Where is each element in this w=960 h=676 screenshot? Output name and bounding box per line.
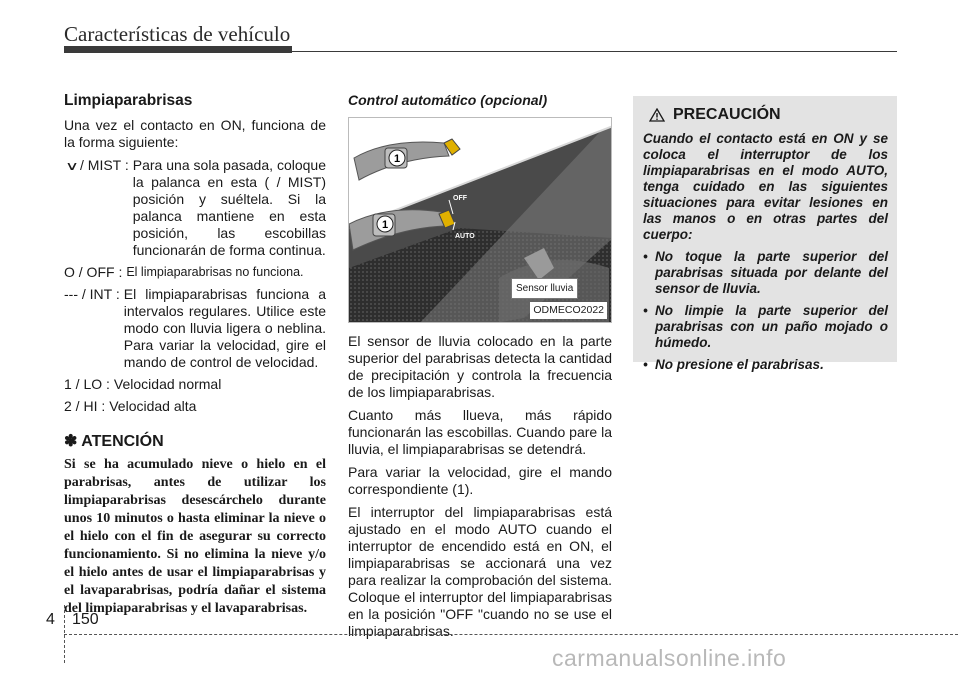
watermark-text: carmanualsonline.info (552, 645, 787, 671)
callout-number: 1 (381, 219, 389, 231)
caution-list (643, 249, 888, 373)
chapter-number: 4 (46, 611, 55, 628)
bullet-icon: • (643, 249, 648, 264)
def-mist (64, 157, 326, 259)
label-off: OFF (453, 195, 467, 202)
auto-paragraph-2: Cuanto más llueva, más rápido funcionarán las escobillas. Cuando pare la lluvia, el limpiaparabrisas se detendrá. (348, 407, 612, 457)
warning-triangle-icon (649, 108, 665, 122)
figure-code: ODMECO2022 (530, 302, 607, 319)
attention-box (64, 433, 326, 618)
def-hi (64, 398, 326, 415)
caution-box (633, 96, 897, 372)
section-heading-wipers: Limpiaparabrisas (64, 92, 193, 109)
footer-divider-horizontal (64, 634, 958, 635)
list-item: • No limpie la parte superior del parabrisas con un paño mojado o húmedo. (643, 303, 888, 350)
attention-text: Si se ha acumulado nieve o hielo en el parabrisas, antes de utilizar los limpiaparabrisas desescárchelo durante unos 10 minutos o hasta eliminar la nieve o el hielo con el fin de asegurar su correcto funcionamiento. Si no elimina la nieve y/o el hielo antes de usar el limpiaparabrisas y el lavaparabrisas, podría dañar el sistema del limpiaparabrisas y el lavaparabrisas. (64, 457, 326, 616)
label-auto-bottom: AUTO (455, 233, 475, 240)
bullet-icon: • (643, 357, 648, 372)
header-rule-thick (64, 46, 292, 53)
header-rule-thin (292, 51, 897, 52)
def-term: 1 / LO : (64, 376, 110, 392)
def-term: ∨/ MIST : (64, 157, 133, 259)
wipers-intro: Una vez el contacto en ON, funciona de la forma siguiente: (64, 117, 326, 150)
auto-paragraph-1: El sensor de lluvia colocado en la parte superior del parabrisas detecta la cantidad de precipitación y controla la frecuencia de los limpiaparabrisas. (348, 333, 612, 400)
sensor-label: Sensor lluvia (511, 278, 578, 299)
list-item: • No presione el parabrisas. (643, 357, 824, 372)
def-int (64, 286, 326, 371)
caution-text: Cuando el contacto está en ON y se coloca el interruptor de los limpiaparabrisas en el modo AUTO, tenga cuidado en las siguientes situaciones para evitar lesiones en las manos o en otras partes del cuerpo: (643, 131, 888, 242)
auto-paragraph-4: El interruptor del limpiaparabrisas está ajustado en el modo AUTO cuando el interruptor de encendido está en ON, el limpiaparabrisas se accionará una vez para realizar la comprobación del sistema. Coloque el interruptor del limpiaparabrisas en la posición "OFF "cuando no se use el limpiaparabrisas. (348, 504, 612, 639)
caution-heading (649, 106, 888, 124)
caution-title: PRECAUCIÓN (673, 106, 781, 123)
page-header-title: Características de vehículo (64, 22, 291, 46)
def-lo (64, 376, 326, 393)
def-term: --- / INT : (64, 286, 120, 302)
section-heading-auto-control: Control automático (opcional) (348, 92, 548, 108)
page-number: 150 (72, 611, 99, 628)
left-column (64, 92, 326, 618)
def-term: 2 / HI : (64, 398, 106, 414)
def-desc: Para una sola pasada, coloque la palanca en esta ( / MIST) posición y suéltela. Si la palanca mantiene en esta posición, las escobillas funcionarán de forma continua. (132, 157, 326, 258)
bullet-icon: • (643, 303, 648, 318)
middle-column (348, 92, 612, 646)
def-desc: El limpiaparabrisas funciona a intervalos regulares. Utilice este modo con lluvia ligera o neblina. Para variar la velocidad, gire el mando de control de velocidad. (123, 286, 326, 370)
wiper-switch-figure (348, 117, 612, 323)
attention-title: ✽ ATENCIÓN (64, 433, 164, 450)
label-auto-top: AUTO (461, 128, 481, 135)
list-item: • No toque la parte superior del parabrisas situada por delante del sensor de lluvia. (643, 249, 888, 296)
auto-paragraph-3: Para variar la velocidad, gire el mando correspondiente (1). (348, 464, 612, 497)
callout-number: 1 (393, 153, 401, 165)
def-desc: Velocidad normal (113, 376, 222, 392)
def-term: O / OFF : (64, 264, 123, 280)
def-off (64, 264, 326, 281)
single-wipe-v-icon: ∨ (64, 159, 80, 173)
label-o: O (475, 147, 481, 154)
def-desc: El limpiaparabrisas no funciona. (126, 265, 304, 279)
def-desc: Velocidad alta (109, 398, 197, 414)
